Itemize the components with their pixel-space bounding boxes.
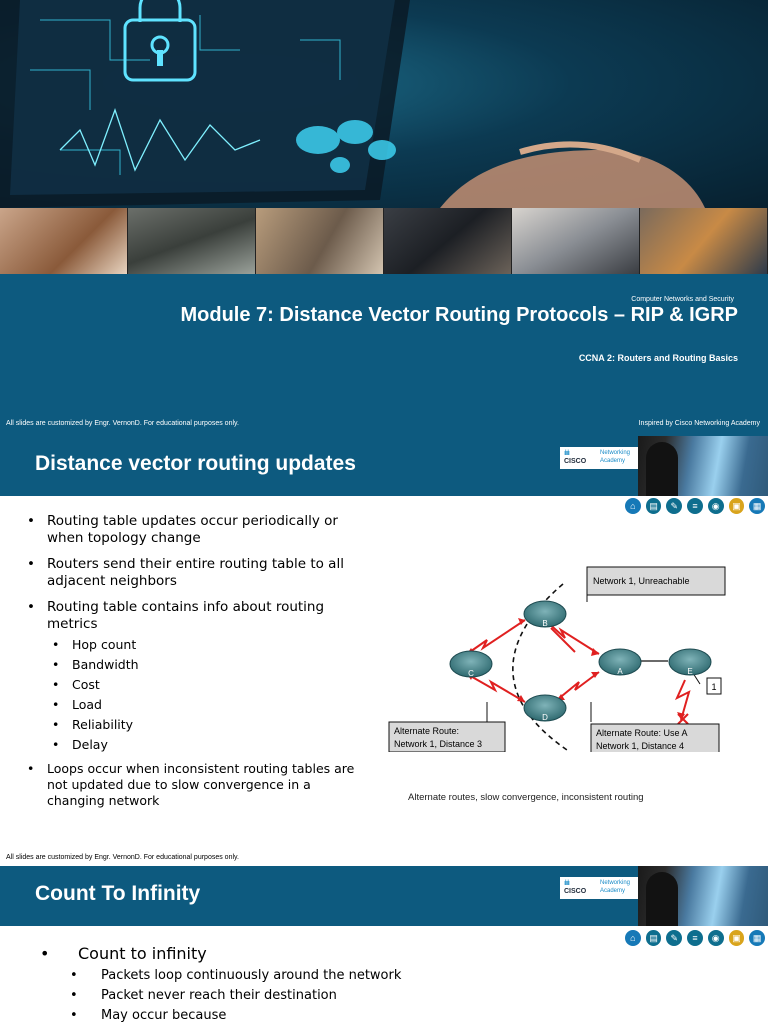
photo-hands-keyboard <box>0 208 128 274</box>
cisco-academy-logo: ılıılı CISCO Networking Academy <box>560 877 638 899</box>
svg-text:B: B <box>542 619 548 628</box>
tools-icon[interactable]: ✎ <box>666 930 682 946</box>
nav-icon-row <box>625 498 765 514</box>
slide-header <box>0 866 768 926</box>
svg-text:Network 1, Distance 4: Network 1, Distance 4 <box>596 741 685 751</box>
cisco-bars-icon: ılıılı <box>564 880 569 887</box>
module-subtitle: CCNA 2: Routers and Routing Basics <box>578 353 738 363</box>
slide-title: Count To Infinity <box>35 882 201 905</box>
metric-item: • Hop count <box>47 635 372 655</box>
router-a-icon <box>599 649 641 676</box>
metric-item: • Load <box>47 695 372 715</box>
photo-strip <box>0 208 768 274</box>
metric-item: • Bandwidth <box>47 655 372 675</box>
slide-header <box>0 436 768 496</box>
network-1-label: 1 <box>711 682 717 692</box>
glossary-icon[interactable]: ≡ <box>687 498 703 514</box>
book-icon[interactable]: ▤ <box>646 930 662 946</box>
photo-man-phone <box>512 208 640 274</box>
book-icon[interactable]: ▤ <box>646 498 662 514</box>
photo-cables <box>640 208 768 274</box>
svg-text:Alternate Route: Use A: Alternate Route: Use A <box>596 728 688 738</box>
glossary-icon[interactable]: ≡ <box>687 930 703 946</box>
svg-text:Network 1, Unreachable: Network 1, Unreachable <box>593 576 690 586</box>
bullet-item: • Routing table updates occur periodically or when topology change <box>27 513 372 547</box>
tools-icon[interactable]: ✎ <box>666 498 682 514</box>
cisco-bars-icon: ılıılı <box>564 450 569 457</box>
photo-men-laptop <box>128 208 256 274</box>
cyber-security-illustration <box>0 0 768 208</box>
svg-text:E: E <box>687 667 693 676</box>
router-c-icon <box>450 651 492 678</box>
footer-credit: Inspired by Cisco Networking Academy <box>638 420 760 427</box>
diagram-caption: Alternate routes, slow convergence, inconsistent routing <box>408 792 644 803</box>
header-photo <box>638 436 768 496</box>
web-icon[interactable]: ◉ <box>708 930 724 946</box>
photo-classroom <box>384 208 512 274</box>
router-d-icon <box>524 695 566 722</box>
home-icon[interactable]: ⌂ <box>625 930 641 946</box>
print-icon[interactable]: ▦ <box>749 930 765 946</box>
svg-text:A: A <box>617 667 623 676</box>
header-photo <box>638 866 768 926</box>
lock-icon[interactable]: ▣ <box>729 498 745 514</box>
print-icon[interactable]: ▦ <box>749 498 765 514</box>
router-b-icon <box>524 601 566 628</box>
bullet-list <box>27 513 372 818</box>
cisco-academy-logo: ılıılı CISCO Networking Academy <box>560 447 638 469</box>
lock-icon[interactable]: ▣ <box>729 930 745 946</box>
home-icon[interactable]: ⌂ <box>625 498 641 514</box>
router-e-icon <box>669 649 711 676</box>
bullet-item: • Routers send their entire routing table to all adjacent neighbors <box>27 556 372 590</box>
metric-item: • Cost <box>47 675 372 695</box>
bullet-item: • Routing table contains info about routing metrics <box>27 599 372 633</box>
course-label: Computer Networks and Security <box>631 296 734 303</box>
slide-count-to-infinity: Count To Infinity ılıılı CISCO Networking Academy ⌂ ▤ ✎ ≡ ◉ ▣ ▦ • Count to infinity • Packets loop continuously around the network • Packet never reach their destination • May occur because <box>0 866 768 1024</box>
title-slide <box>0 0 768 436</box>
metric-item: • Reliability <box>47 715 372 735</box>
svg-text:D: D <box>542 713 548 722</box>
footer-disclaimer: All slides are customized by Engr. VernonD. For educational purposes only. <box>6 420 239 427</box>
photo-team-meeting <box>256 208 384 274</box>
slide-title: Distance vector routing updates <box>35 452 356 475</box>
web-icon[interactable]: ◉ <box>708 498 724 514</box>
update-arrows <box>467 620 689 720</box>
routing-loop-diagram <box>385 562 730 752</box>
svg-text:C: C <box>468 669 474 678</box>
svg-text:Alternate Route:: Alternate Route: <box>394 726 460 736</box>
bullet-item: • Loops occur when inconsistent routing tables are not updated due to slow convergence in a changing network <box>27 761 372 809</box>
svg-text:Network 1, Distance 3: Network 1, Distance 3 <box>394 739 483 749</box>
slide-distance-vector-updates <box>0 436 768 866</box>
footer-disclaimer: All slides are customized by Engr. VernonD. For educational purposes only. <box>6 854 239 861</box>
metric-item: • Delay <box>47 735 372 755</box>
module-title: Module 7: Distance Vector Routing Protocols – RIP & IGRP <box>180 304 738 326</box>
nav-icon-row <box>625 930 765 946</box>
hero-image <box>0 0 768 208</box>
